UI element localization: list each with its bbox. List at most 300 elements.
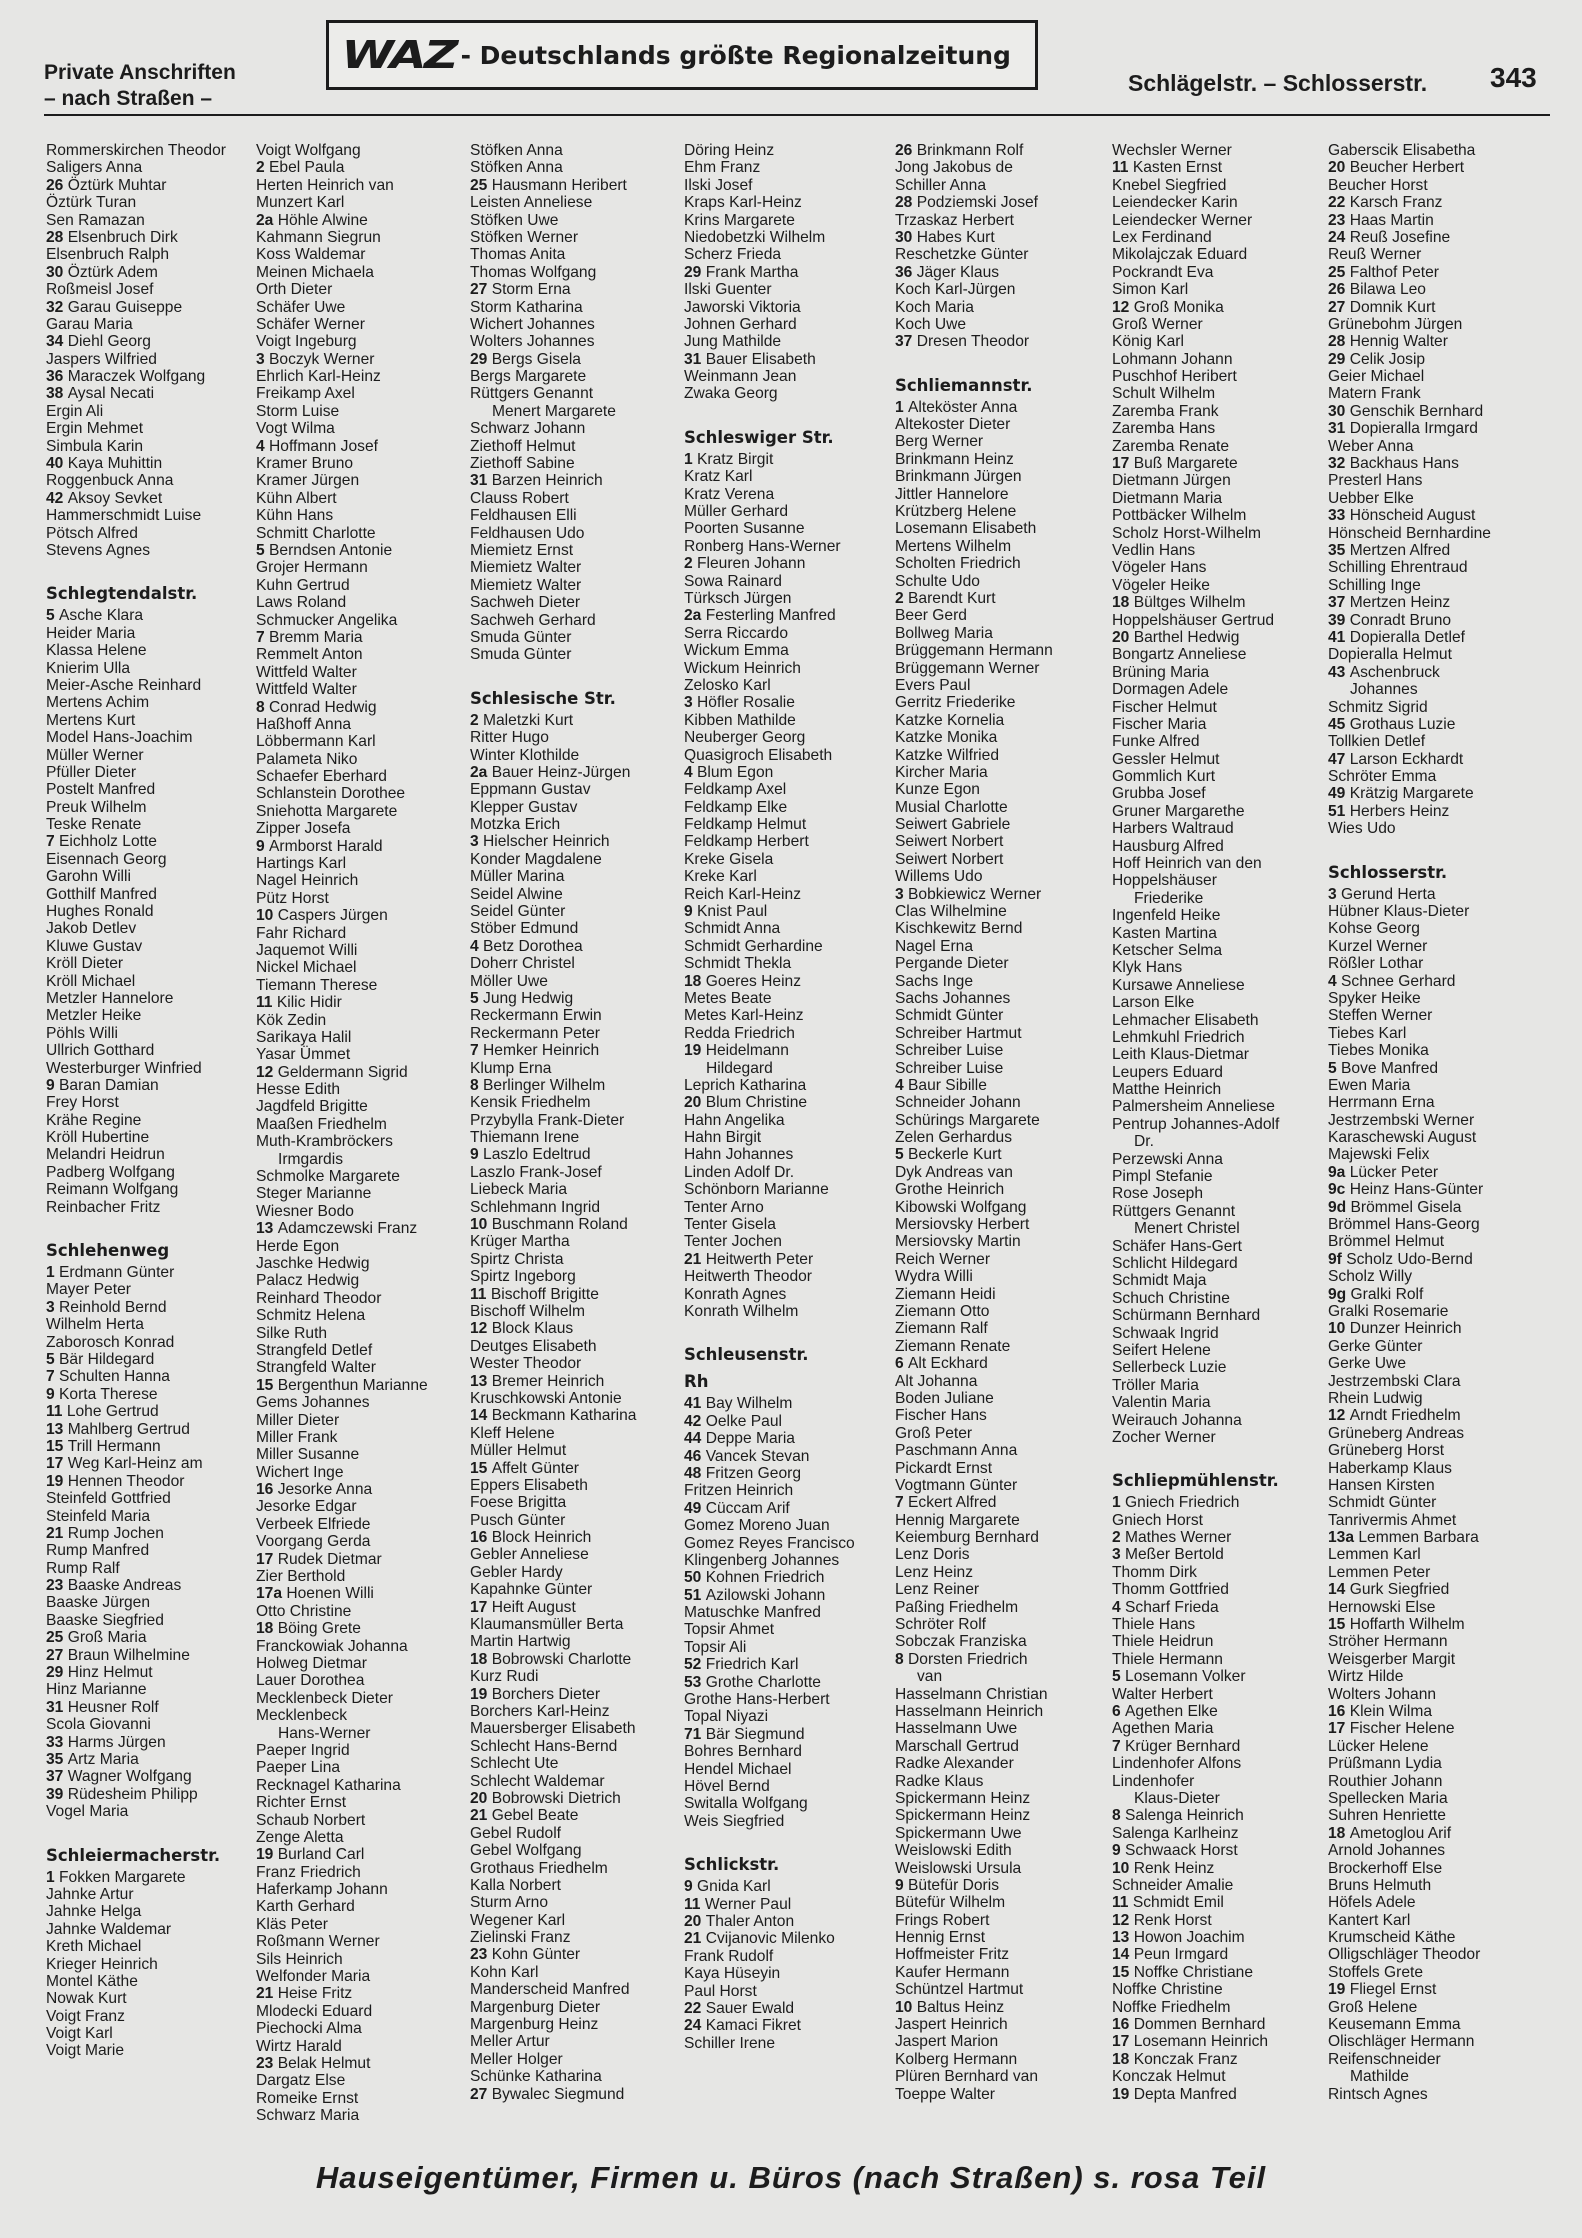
listing-entry: Thiele Hans	[1112, 1616, 1196, 1634]
house-number: 8	[470, 1076, 484, 1094]
listing-entry: Dopieralla Helmut	[1328, 646, 1452, 664]
listing-entry: Schürings Margarete	[895, 1111, 1040, 1129]
listing-entry: Schmidt Maja	[1112, 1272, 1207, 1290]
street-heading: Schlickstr.	[684, 1855, 780, 1875]
listing-entry: 19 Depta Manfred	[1112, 2085, 1237, 2103]
listing-entry: Pockrandt Eva	[1112, 263, 1214, 281]
listing-entry: 27 Bywalec Siegmund	[470, 2085, 625, 2103]
house-number: 8	[256, 698, 270, 716]
listing-entry: Model Hans-Joachim	[46, 729, 193, 747]
listing-entry: Sellerbeck Luzie	[1112, 1359, 1227, 1377]
listing-entry: Vogtmann Günter	[895, 1476, 1018, 1494]
listing-entry: Wickum Emma	[684, 642, 789, 660]
listing-entry: Steinfeld Maria	[46, 1507, 151, 1525]
listing-entry: Schlanstein Dorothee	[256, 785, 406, 803]
listing-entry: Schröter Rolf	[895, 1616, 986, 1634]
listing-entry: Schüntzel Hartmut	[895, 1981, 1024, 1999]
listing-entry: Bongartz Anneliese	[1112, 646, 1247, 664]
listing-entry: Kaya Hüseyin	[684, 1965, 781, 1983]
house-number: 5	[1328, 1059, 1342, 1077]
listing-entry: Vogt Wilma	[256, 420, 335, 438]
house-number: 16	[256, 1481, 278, 1499]
listing-entry: Lenz Doris	[895, 1546, 970, 1564]
listing-entry: Paul Horst	[684, 1982, 757, 2000]
listing-entry: Kahmann Siegrun	[256, 228, 381, 246]
street-heading: Rh	[684, 1372, 709, 1392]
listing-entry: Spirtz Christa	[470, 1250, 564, 1268]
house-number: 2a	[256, 211, 278, 229]
listing-entry: 9c Heinz Hans-Günter	[1328, 1181, 1484, 1199]
listing-entry: Leiendecker Werner	[1112, 211, 1253, 229]
listing-entry: Ergin Mehmet	[46, 420, 144, 438]
listing-entry: Otto Christine	[256, 1602, 352, 1620]
listing-entry: 37 Dresen Theodor	[895, 333, 1030, 351]
house-number: 41	[1328, 628, 1350, 646]
listing-entry: Mecklenbeck	[256, 1707, 348, 1725]
listing-entry: Uebber Elke	[1328, 489, 1414, 507]
listing-entry: Reschetzke Günter	[895, 246, 1029, 264]
listing-entry: Schwarz Johann	[470, 420, 586, 438]
listing-entry: Schilling Inge	[1328, 576, 1421, 594]
house-number: 12	[470, 1320, 492, 1338]
listing-entry: 2a Bauer Heinz-Jürgen	[470, 763, 631, 781]
listing-entry: 18 Ametoglou Arif	[1328, 1824, 1452, 1842]
listing-entry: 16 Klein Wilma	[1328, 1702, 1433, 1720]
listing-continuation: Menert Margarete	[492, 402, 616, 420]
listing-entry: Hesse Edith	[256, 1081, 341, 1099]
listing-continuation: Menert Christel	[1134, 1220, 1240, 1238]
house-number: 9	[46, 1076, 60, 1094]
listing-entry: 9f Scholz Udo-Bernd	[1328, 1250, 1473, 1268]
house-number: 30	[895, 228, 917, 246]
listing-entry: Steffen Werner	[1328, 1007, 1433, 1025]
listing-entry: Roßmeisl Josef	[46, 281, 154, 299]
listing-entry: Thomm Dirk	[1112, 1563, 1197, 1581]
listing-entry: Przybylla Frank-Dieter	[470, 1111, 625, 1129]
listing-entry: 31 Barzen Heinrich	[470, 472, 603, 490]
listing-entry: Grünebohm Jürgen	[1328, 315, 1463, 333]
house-number: 7	[46, 833, 60, 851]
listing-entry: Schuch Christine	[1112, 1289, 1230, 1307]
listing-entry: Jaspers Wilfried	[46, 350, 157, 368]
listing-entry: 10 Baltus Heinz	[895, 1998, 1005, 2016]
listing-entry: 34 Diehl Georg	[46, 333, 151, 351]
house-number: 2	[1112, 1529, 1126, 1547]
house-number: 21	[684, 1930, 706, 1948]
listing-entry: 36 Jäger Klaus	[895, 263, 1000, 281]
listing-entry: 15 Bergenthun Marianne	[256, 1376, 428, 1394]
listing-entry: 35 Mertzen Alfred	[1328, 541, 1451, 559]
listing-entry: Döring Heinz	[684, 142, 775, 159]
listing-entry: Bergs Margarete	[470, 368, 587, 386]
listing-entry: Schmidt Thekla	[684, 955, 792, 973]
house-number: 29	[46, 1664, 68, 1682]
house-number: 31	[1328, 420, 1350, 438]
listing-entry: Gniech Horst	[1112, 1511, 1203, 1529]
listing-entry: 9 Armborst Harald	[256, 837, 383, 855]
listing-entry: 36 Maraczek Wolfgang	[46, 368, 206, 386]
house-number: 33	[46, 1733, 68, 1751]
listing-entry: Wiesner Bodo	[256, 1202, 354, 1220]
house-number: 19	[1328, 1981, 1350, 1999]
listing-entry: Sachweh Gerhard	[470, 611, 596, 629]
house-number: 6	[1112, 1702, 1126, 1720]
listing-entry: Weinmann Jean	[684, 368, 797, 386]
house-number: 17	[256, 1550, 278, 1568]
house-number: 36	[895, 263, 917, 281]
listing-entry: Fischer Hans	[895, 1407, 987, 1425]
listing-entry: Schmidt Günter	[895, 1007, 1004, 1025]
listing-entry: Pötsch Alfred	[46, 524, 138, 542]
house-number: 42	[684, 1412, 706, 1430]
listing-entry: Hahn Birgit	[684, 1129, 762, 1147]
listing-entry: Tenter Arno	[684, 1198, 764, 1216]
listing-entry: Stoffels Grete	[1328, 1963, 1424, 1981]
listing-entry: Ronberg Hans-Werner	[684, 537, 841, 555]
listing-entry: 37 Wagner Wolfgang	[46, 1768, 192, 1786]
listing-entry: Haberkamp Klaus	[1328, 1459, 1452, 1477]
listing-entry: 41 Dopieralla Detlef	[1328, 628, 1465, 646]
listing-entry: Kluwe Gustav	[46, 937, 143, 955]
listing-entry: Seiwert Norbert	[895, 850, 1004, 868]
house-number: 13	[470, 1372, 492, 1390]
listing-entry: Kunze Egon	[895, 781, 980, 799]
listing-entry: Kreke Gisela	[684, 850, 774, 868]
listing-entry: Funke Alfred	[1112, 733, 1200, 751]
listing-entry: 2 Mathes Werner	[1112, 1529, 1232, 1547]
listing-entry: Karth Gerhard	[256, 1898, 355, 1916]
listing-continuation: van	[917, 1668, 943, 1686]
listing-entry: Mayer Peter	[46, 1281, 131, 1299]
listing-entry: Voigt Ingeburg	[256, 333, 357, 351]
directory-column-3	[470, 142, 685, 2103]
listing-entry: Winter Klothilde	[470, 746, 580, 764]
listing-entry: Hoppelshäuser Gertrud	[1112, 611, 1275, 629]
listing-entry: Zier Berthold	[256, 1568, 346, 1586]
directory-column-6	[1112, 142, 1327, 2103]
house-number: 21	[684, 1250, 706, 1268]
listing-entry: Schönborn Marianne	[684, 1181, 829, 1199]
masthead-slogan: - Deutschlands größte Regionalzeitung	[460, 40, 1011, 70]
listing-entry: Konrath Agnes	[684, 1285, 787, 1303]
listing-entry: Tollkien Detlef	[1328, 733, 1426, 751]
listing-entry: Gaberscik Elisabetha	[1328, 142, 1476, 159]
directory-column-1	[46, 142, 261, 2060]
listing-entry: Groß Werner	[1112, 315, 1203, 333]
listing-entry: Gerritz Friederike	[895, 694, 1016, 712]
listing-entry: Ewen Maria	[1328, 1076, 1411, 1094]
listing-entry: 25 Falthof Peter	[1328, 263, 1439, 281]
listing-entry: Hughes Ronald	[46, 903, 154, 921]
house-number: 20	[470, 1789, 492, 1807]
house-number: 12	[1112, 298, 1134, 316]
listing-entry: 12 Renk Horst	[1112, 1911, 1212, 1929]
listing-entry: Spickermann Heinz	[895, 1789, 1031, 1807]
listing-entry: Thomas Anita	[470, 246, 566, 264]
listing-entry: 71 Bär Siegmund	[684, 1725, 805, 1743]
listing-entry: Mikolajczak Eduard	[1112, 246, 1248, 264]
listing-entry: Ingenfeld Heike	[1112, 907, 1221, 925]
listing-entry: Reich Karl-Heinz	[684, 885, 801, 903]
house-number: 15	[470, 1459, 492, 1477]
house-number: 5	[46, 1351, 60, 1368]
listing-entry: Herten Heinrich van	[256, 176, 394, 194]
listing-entry: Kohse Georg	[1328, 920, 1420, 938]
listing-entry: Zocher Werner	[1112, 1428, 1216, 1446]
listing-entry: Groß Helene	[1328, 1998, 1418, 2016]
listing-entry: 30 Öztürk Adem	[46, 263, 158, 281]
listing-entry: Kurzel Werner	[1328, 937, 1428, 955]
listing-entry: Seidel Alwine	[470, 885, 563, 903]
listing-entry: Mlodecki Eduard	[256, 2002, 373, 2020]
listing-entry: 26 Brinkmann Rolf	[895, 142, 1024, 159]
listing-entry: Toeppe Walter	[895, 2085, 995, 2103]
listing-entry: 31 Bauer Elisabeth	[684, 350, 816, 368]
listing-entry: Schmucker Angelika	[256, 611, 398, 629]
house-number: 29	[1328, 350, 1350, 368]
listing-entry: Orth Dieter	[256, 281, 333, 299]
listing-entry: 42 Aksoy Sevket	[46, 489, 163, 507]
street-heading: Schleiermacherstr.	[46, 1845, 221, 1865]
house-number: 10	[256, 907, 278, 925]
listing-entry: Poorten Susanne	[684, 520, 805, 538]
listing-entry: Musial Charlotte	[895, 798, 1008, 816]
listing-entry: Jaworski Viktoria	[684, 298, 801, 316]
house-number: 37	[46, 1768, 68, 1786]
listing-entry: 44 Deppe Maria	[684, 1430, 795, 1448]
listing-entry: Jakob Detlev	[46, 920, 137, 938]
listing-entry: Dargatz Else	[256, 2072, 346, 2090]
listing-entry: Romeike Ernst	[256, 2089, 359, 2107]
footer-note: Hauseigentümer, Firmen u. Büros (nach Straßen) s. rosa Teil	[315, 2160, 1267, 2195]
listing-entry: Schäfer Uwe	[256, 298, 346, 316]
listing-entry: 21 Rump Jochen	[46, 1524, 164, 1542]
listing-entry: Jahnke Helga	[46, 1903, 142, 1921]
listing-entry: Feldkamp Elke	[684, 798, 788, 816]
listing-entry: Palameta Niko	[256, 750, 358, 768]
listing-entry: Katzke Monika	[895, 729, 998, 747]
listing-entry: Gomez Moreno Juan	[684, 1517, 830, 1535]
listing-entry: 9 Baran Damian	[46, 1076, 159, 1094]
listing-entry: Rößler Lothar	[1328, 955, 1424, 973]
listing-entry: 1 Fokken Margarete	[46, 1868, 186, 1886]
listing-entry: Pusch Günter	[470, 1511, 566, 1529]
house-number: 25	[1328, 263, 1350, 281]
listing-entry: Puschhof Heribert	[1112, 368, 1237, 386]
listing-entry: 12 Groß Monika	[1112, 298, 1224, 316]
listing-entry: 27 Domnik Kurt	[1328, 298, 1436, 316]
listing-entry: Schilling Ehrentraud	[1328, 559, 1468, 577]
listing-entry: 48 Fritzen Georg	[684, 1464, 802, 1482]
listing-entry: Ziemann Renate	[895, 1337, 1011, 1355]
listing-entry: Metzler Hannelore	[46, 989, 174, 1007]
listing-entry: 20 Blum Christine	[684, 1094, 808, 1112]
house-number: 24	[684, 2017, 706, 2035]
listing-entry: 11 Bischoff Brigitte	[470, 1285, 599, 1303]
listing-entry: Radke Alexander	[895, 1755, 1014, 1773]
listing-entry: 9a Lücker Peter	[1328, 1163, 1439, 1181]
listing-entry: Reifenschneider	[1328, 2050, 1441, 2068]
listing-entry: Brömmel Helmut	[1328, 1233, 1445, 1251]
listing-entry: Schreiber Luise	[895, 1042, 1004, 1060]
house-number: 28	[895, 194, 917, 212]
listing-entry: Mersiovsky Martin	[895, 1233, 1021, 1251]
listing-entry: 21 Gebel Beate	[470, 1807, 579, 1825]
listing-entry: Matern Frank	[1328, 385, 1421, 403]
listing-entry: 17 Fischer Helene	[1328, 1720, 1455, 1738]
listing-entry: Grüneberg Horst	[1328, 1442, 1445, 1460]
listing-entry: Grubba Josef	[1112, 785, 1206, 803]
listing-entry: Hammerschmidt Luise	[46, 507, 202, 525]
listing-entry: 19 Burland Carl	[256, 1846, 365, 1864]
listing-entry: Pütz Horst	[256, 889, 329, 907]
listing-entry: Jaschke Hedwig	[256, 1255, 370, 1272]
house-number: 14	[1328, 1581, 1350, 1599]
listing-entry: Hasselmann Uwe	[895, 1720, 1018, 1738]
listing-entry: Karaschewski August	[1328, 1129, 1477, 1147]
listing-entry: Dietmann Jürgen	[1112, 472, 1231, 490]
listing-entry: 11 Kilic Hidir	[256, 994, 342, 1012]
listing-entry: Miemietz Walter	[470, 576, 582, 594]
listing-entry: Doherr Christel	[470, 955, 575, 973]
listing-continuation: Friederike	[1134, 889, 1204, 907]
listing-entry: König Karl	[1112, 333, 1184, 351]
listing-entry: Lemmen Karl	[1328, 1546, 1421, 1564]
listing-entry: Kibben Mathilde	[684, 711, 796, 729]
listing-entry: Mertens Wilhelm	[895, 537, 1012, 555]
listing-entry: Weber Anna	[1328, 437, 1414, 455]
house-number: 12	[256, 1063, 278, 1081]
section-label-line1: Private Anschriften	[44, 61, 236, 84]
house-number: 9c	[1328, 1181, 1350, 1199]
listing-entry: Brinkmann Jürgen	[895, 468, 1022, 486]
listing-entry: Gerke Uwe	[1328, 1355, 1406, 1373]
listing-entry: Lenz Heinz	[895, 1563, 974, 1581]
listing-entry: Matthe Heinrich	[1112, 1081, 1222, 1099]
listing-entry: 52 Friedrich Karl	[684, 1656, 799, 1674]
listing-entry: 16 Jesorke Anna	[256, 1481, 373, 1499]
house-number: 2	[256, 159, 270, 177]
listing-entry: 30 Genschik Bernhard	[1328, 402, 1484, 420]
listing-entry: Baaske Jürgen	[46, 1594, 151, 1612]
house-number: 37	[1328, 594, 1350, 612]
house-number: 32	[1328, 455, 1350, 473]
listing-entry: Paeper Ingrid	[256, 1741, 350, 1759]
listing-entry: Kantert Karl	[1328, 1911, 1411, 1929]
listing-entry: Heitwerth Theodor	[684, 1268, 812, 1286]
listing-entry: Hernowski Else	[1328, 1598, 1436, 1616]
listing-entry: Steinfeld Gottfried	[46, 1490, 171, 1508]
listing-entry: Salenga Karlheinz	[1112, 1824, 1239, 1842]
listing-entry: 13 Bremer Heinrich	[470, 1372, 605, 1390]
listing-entry: 17a Hoenen Willi	[256, 1585, 374, 1603]
listing-entry: Baaske Siegfried	[46, 1611, 164, 1629]
listing-entry: 49 Krätzig Margarete	[1328, 785, 1474, 803]
listing-entry: 17 Rudek Dietmar	[256, 1550, 382, 1568]
house-number: 2a	[470, 763, 492, 781]
listing-entry: Sobczak Franziska	[895, 1633, 1027, 1651]
house-number: 36	[46, 368, 68, 386]
directory-column-7	[1328, 142, 1543, 2103]
listing-entry: 40 Kaya Muhittin	[46, 455, 163, 473]
house-number: 20	[684, 1094, 706, 1112]
house-number: 8	[1112, 1807, 1126, 1825]
listing-entry: Schmitz Sigrid	[1328, 698, 1428, 716]
listing-entry: Brüning Maria	[1112, 663, 1210, 681]
listing-entry: Tenter Jochen	[684, 1233, 782, 1251]
listing-entry: Clauss Robert	[470, 489, 569, 507]
listing-entry: 42 Oelke Paul	[684, 1412, 782, 1430]
listing-entry: 1 Gniech Friedrich	[1112, 1494, 1240, 1512]
listing-entry: 31 Dopieralla Irmgard	[1328, 420, 1478, 438]
listing-entry: Reuß Werner	[1328, 246, 1422, 264]
listing-entry: Haferkamp Johann	[256, 1881, 388, 1899]
house-number: 10	[1112, 1859, 1134, 1877]
listing-entry: Ehm Franz	[684, 159, 761, 177]
house-number: 18	[684, 972, 706, 990]
listing-entry: Kruschkowski Antonie	[470, 1389, 622, 1407]
listing-entry: Hennig Ernst	[895, 1929, 986, 1947]
spacer	[684, 1830, 899, 1851]
house-number: 5	[1112, 1668, 1126, 1686]
listing-entry: Dietmann Maria	[1112, 489, 1223, 507]
listing-entry: Fischer Maria	[1112, 715, 1207, 733]
listing-entry: Harbers Waltraud	[1112, 820, 1234, 838]
house-number: 3	[46, 1298, 60, 1316]
listing-entry: Bütefür Wilhelm	[895, 1894, 1006, 1912]
house-number: 50	[684, 1569, 706, 1587]
listing-entry: Gebel Rudolf	[470, 1824, 562, 1842]
house-number: 46	[684, 1447, 706, 1465]
listing-entry: Pickardt Ernst	[895, 1459, 993, 1477]
house-number: 2	[895, 589, 909, 607]
spacer	[470, 664, 685, 685]
house-number: 21	[470, 1807, 492, 1825]
listing-entry: 3 Boczyk Werner	[256, 350, 375, 368]
listing-entry: Sachweh Dieter	[470, 594, 581, 612]
listing-entry: Verbeek Elfriede	[256, 1515, 371, 1533]
listing-entry: Noffke Friedhelm	[1112, 1998, 1231, 2016]
listing-entry: Müller Helmut	[470, 1442, 567, 1460]
listing-entry: Hoff Heinrich van den	[1112, 855, 1262, 873]
listing-entry: Schünke Katharina	[470, 2068, 602, 2086]
listing-entry: Gebler Hardy	[470, 1563, 563, 1581]
listing-entry: Ilski Guenter	[684, 281, 772, 299]
listing-entry: Melandri Heidrun	[46, 1146, 165, 1164]
listing-entry: Metes Beate	[684, 989, 772, 1007]
street-heading: Schlesische Str.	[470, 688, 616, 708]
listing-entry: 33 Hönscheid August	[1328, 507, 1476, 525]
listing-entry: Matuschke Manfred	[684, 1604, 821, 1622]
house-number: 27	[46, 1646, 68, 1664]
house-number: 16	[470, 1529, 492, 1547]
listing-entry: Martin Hartwig	[470, 1633, 571, 1651]
listing-entry: Suhren Henriette	[1328, 1807, 1446, 1825]
house-number: 29	[470, 350, 492, 368]
house-number: 13a	[1328, 1529, 1359, 1547]
listing-entry: Hasselmann Heinrich	[895, 1702, 1044, 1720]
listing-entry: 16 Dommen Bernhard	[1112, 2016, 1266, 2034]
listing-entry: Eppmann Gustav	[470, 781, 591, 799]
listing-entry: Scola Giovanni	[46, 1716, 151, 1734]
listing-entry: 12 Arndt Friedhelm	[1328, 1407, 1461, 1425]
listing-entry: Kalla Norbert	[470, 1876, 562, 1894]
listing-entry: 13 Mahlberg Gertrud	[46, 1420, 190, 1438]
listing-entry: 29 Bergs Gisela	[470, 350, 581, 368]
listing-entry: Kasten Martina	[1112, 924, 1217, 942]
listing-entry: Schulte Udo	[895, 572, 980, 590]
listing-entry: 5 Beckerle Kurt	[895, 1146, 1002, 1164]
